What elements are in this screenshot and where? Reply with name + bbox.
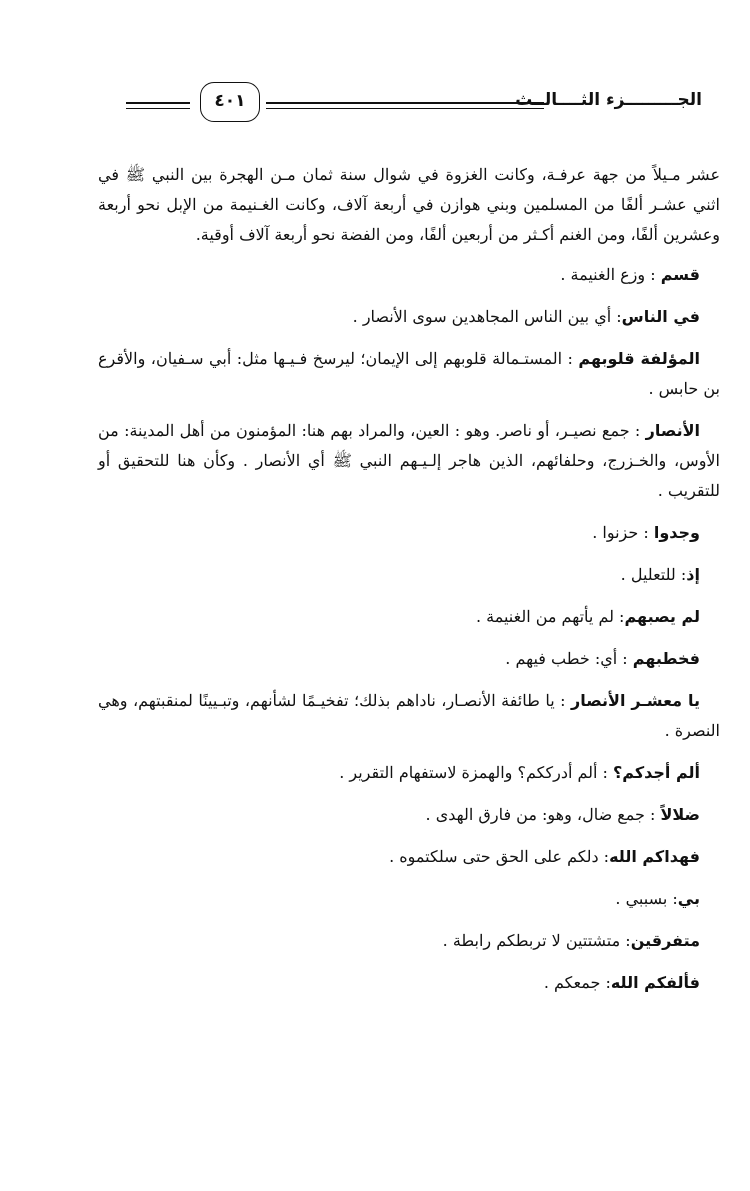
gloss-entry [98,416,720,506]
gloss-definition: جمعكم . [543,973,601,992]
gloss-definition: ألم أدرككم؟ والهمزة لاستفهام التقرير . [339,763,598,782]
gloss-term: ألم أجدكم؟ [613,763,700,782]
part-title: الجـــــــــزء الثــــالــث [515,90,702,110]
header-rule-short [126,102,190,104]
gloss-definition: جمع ضال، وهو: من فارق الهدى . [425,805,645,824]
gloss-separator: : [667,889,678,908]
gloss-entry [98,302,720,332]
gloss-separator: : [598,847,610,866]
gloss-definition: حزنوا . [592,523,639,542]
gloss-term: المؤلفة قلوبهم [578,349,701,368]
gloss-separator: : [611,307,622,326]
gloss-separator: : [629,421,646,440]
gloss-separator: : [645,265,661,284]
gloss-definition: دلكم على الحق حتى سلكتموه . [389,847,599,866]
page-body [98,160,720,1010]
gloss-definition: بسببي . [615,889,668,908]
gloss-term: الأنصار [645,421,701,440]
gloss-entry [98,842,720,872]
gloss-entry [98,926,720,956]
gloss-separator: : [617,649,633,668]
gloss-entry [98,644,720,674]
gloss-separator: : [644,805,661,824]
gloss-definition: جمع نصيـر، أو ناصر. وهو : العين، والمراد بهم هنا: المؤمنون من أهل المدينة: من الأوس، والخـزرج، وحلفائهم، الذين هاجر إلـيـهم النبي ﷺ أي الأنصار . وكأن هنا للتحقيق أو للتقريب . [98,421,720,500]
gloss-term: لم يصبهم [624,607,700,626]
gloss-term: وجدوا [653,523,700,542]
gloss-term: فألفكم الله [610,973,700,992]
gloss-definition: يا طائفة الأنصـار، ناداهم بذلك؛ تفخيـمًا لشأنهم، وتبـيينًا لمنقبتهم، وهي النصرة . [98,691,720,740]
gloss-term: في الناس [621,307,700,326]
gloss-entry [98,884,720,914]
gloss-entry [98,968,720,998]
gloss-entry [98,800,720,830]
gloss-separator: : [675,565,687,584]
gloss-entry [98,686,720,746]
gloss-term: بي [677,889,700,908]
gloss-separator: : [554,691,572,710]
page-number: ٤٠١ [200,82,260,122]
gloss-term: ضلالاً [660,805,700,824]
gloss-entry [98,518,720,548]
gloss-definition: المستـمالة قلوبهم إلى الإيمان؛ ليرسخ فـيـها مثل: أبي سـفيان، والأقرع بن حابس . [98,349,720,398]
gloss-entry [98,560,720,590]
gloss-term: يا معشـر الأنصار [571,691,701,710]
intro-paragraph: عشر مـيلاً من جهة عرفـة، وكانت الغزوة في شوال سنة ثمان مـن الهجرة بين النبي ﷺ في اثني عشـر ألفًا من المسلمين وبني هوازن في أربعة آلاف، وكانت الغـنيمة من الإبل نحو أربعة وعشرين ألفًا، ومن الغنم أكـثر من أربعين ألفًا، ومن الفضة نحو أربعة آلاف أوقية. [98,165,720,244]
gloss-separator: : [620,931,631,950]
gloss-definition: لم يأتهم من الغنيمة . [475,607,614,626]
header-rule-long [266,102,544,104]
gloss-term: قسم [660,265,700,284]
gloss-separator: : [562,349,579,368]
gloss-definition: أي بين الناس المجاهدين سوى الأنصار . [352,307,612,326]
gloss-separator: : [613,607,625,626]
gloss-definition: وزع الغنيمة . [560,265,646,284]
gloss-term: متفرقين [630,931,700,950]
gloss-term: فهداكم الله [609,847,700,866]
gloss-definition: للتعليل . [620,565,676,584]
gloss-separator: : [597,763,613,782]
gloss-definition: متشتتين لا تربطكم رابطة . [442,931,621,950]
gloss-separator: : [638,523,654,542]
gloss-entry [98,602,720,632]
gloss-separator: : [600,973,611,992]
gloss-term: فخطبهم [632,649,700,668]
gloss-definition: أي: خطب فيهم . [505,649,618,668]
gloss-entry [98,344,720,404]
gloss-term: إذ [686,565,700,584]
running-header [86,88,720,128]
gloss-entry [98,758,720,788]
gloss-entry [98,260,720,290]
